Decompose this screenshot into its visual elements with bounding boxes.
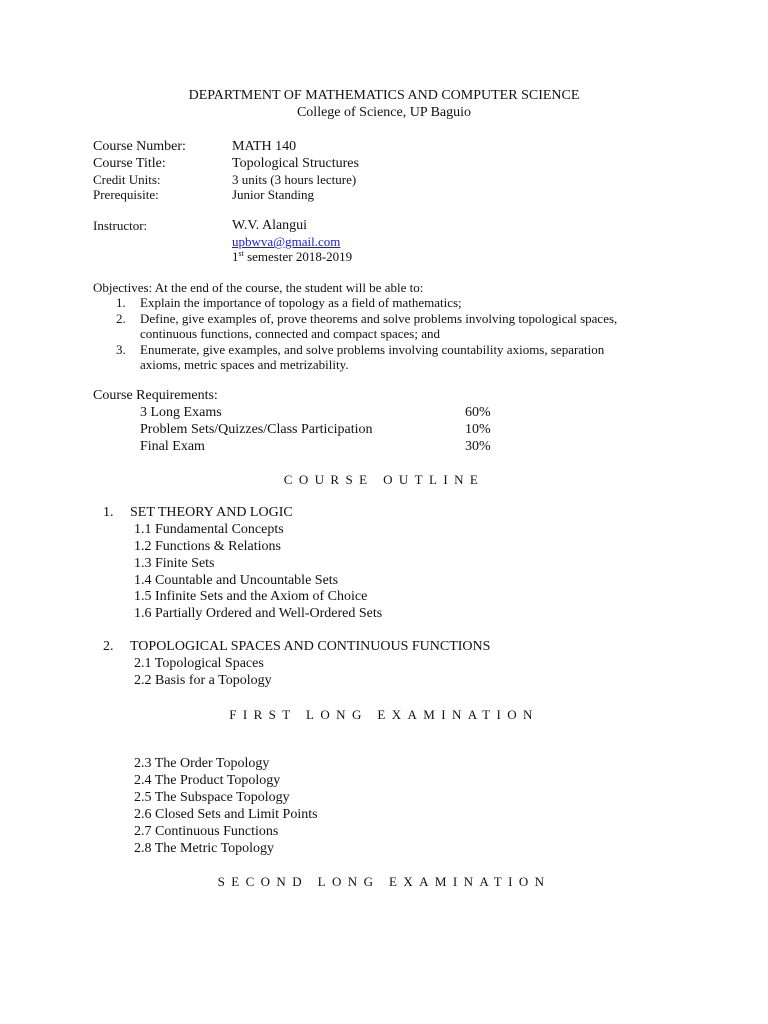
instructor-email-link[interactable]: upbwva@gmail.com xyxy=(232,234,341,249)
requirement-weight: 30% xyxy=(465,439,491,454)
outline-item: 2.2 Basis for a Topology xyxy=(134,673,272,688)
first-exam-heading: FIRST LONG EXAMINATION xyxy=(229,707,539,722)
section-title: SET THEORY AND LOGIC xyxy=(130,505,293,520)
outline-item: 1.3 Finite Sets xyxy=(134,556,215,571)
objective-text: Enumerate, give examples, and solve problems involving countability axioms, separation xyxy=(140,342,605,357)
section-title: TOPOLOGICAL SPACES AND CONTINUOUS FUNCTIONS xyxy=(130,639,491,654)
section-number: 2. xyxy=(103,639,114,654)
outline-item: 2.7 Continuous Functions xyxy=(134,824,279,839)
semester-line: 1st semester 2018-2019 xyxy=(232,249,353,264)
course-title-value: Topological Structures xyxy=(232,156,359,171)
objective-text: Define, give examples of, prove theorems and solve problems involving topological spaces, xyxy=(140,311,618,326)
requirement-name: Problem Sets/Quizzes/Class Participation xyxy=(140,422,373,437)
credit-units-label: Credit Units: xyxy=(93,172,161,187)
requirement-name: 3 Long Exams xyxy=(140,405,222,420)
prerequisite-value: Junior Standing xyxy=(232,187,314,202)
outline-item: 2.5 The Subspace Topology xyxy=(134,790,290,805)
outline-item: 2.3 The Order Topology xyxy=(134,756,270,771)
objective-text: Explain the importance of topology as a field of mathematics; xyxy=(140,295,462,310)
outline-item: 1.5 Infinite Sets and the Axiom of Choice xyxy=(134,589,368,604)
outline-item: 1.2 Functions & Relations xyxy=(134,539,281,554)
second-exam-heading: SECOND LONG EXAMINATION xyxy=(217,874,551,889)
course-number-label: Course Number: xyxy=(93,139,186,154)
college-subtitle: College of Science, UP Baguio xyxy=(296,105,472,120)
outline-item: 2.8 The Metric Topology xyxy=(134,841,275,856)
prerequisite-label: Prerequisite: xyxy=(93,187,159,202)
objectives-intro: Objectives: At the end of the course, the student will be able to: xyxy=(93,280,424,295)
objective-number: 2. xyxy=(116,311,126,326)
department-title: DEPARTMENT OF MATHEMATICS AND COMPUTER SCIENCE xyxy=(188,88,580,103)
instructor-name: W.V. Alangui xyxy=(232,218,308,233)
objective-text-continued: continuous functions, connected and compact spaces; and xyxy=(140,326,440,341)
course-number-value: MATH 140 xyxy=(232,139,297,154)
requirements-title: Course Requirements: xyxy=(93,388,218,403)
section-number: 1. xyxy=(103,505,114,520)
objective-number: 3. xyxy=(116,342,126,357)
outline-item: 2.4 The Product Topology xyxy=(134,773,281,788)
course-title-label: Course Title: xyxy=(93,156,166,171)
requirement-weight: 60% xyxy=(465,405,491,420)
requirement-weight: 10% xyxy=(465,422,491,437)
instructor-label: Instructor: xyxy=(93,218,148,233)
outline-item: 1.4 Countable and Uncountable Sets xyxy=(134,573,339,588)
course-outline-heading: COURSE OUTLINE xyxy=(283,472,485,487)
outline-item: 1.6 Partially Ordered and Well-Ordered Sets xyxy=(134,606,383,621)
outline-item: 2.6 Closed Sets and Limit Points xyxy=(134,807,318,822)
objective-number: 1. xyxy=(116,295,126,310)
objective-text-continued: axioms, metric spaces and metrizability. xyxy=(140,357,349,372)
requirement-name: Final Exam xyxy=(140,439,205,454)
credit-units-value: 3 units (3 hours lecture) xyxy=(232,172,357,187)
outline-item: 2.1 Topological Spaces xyxy=(134,656,264,671)
outline-item: 1.1 Fundamental Concepts xyxy=(134,522,284,537)
